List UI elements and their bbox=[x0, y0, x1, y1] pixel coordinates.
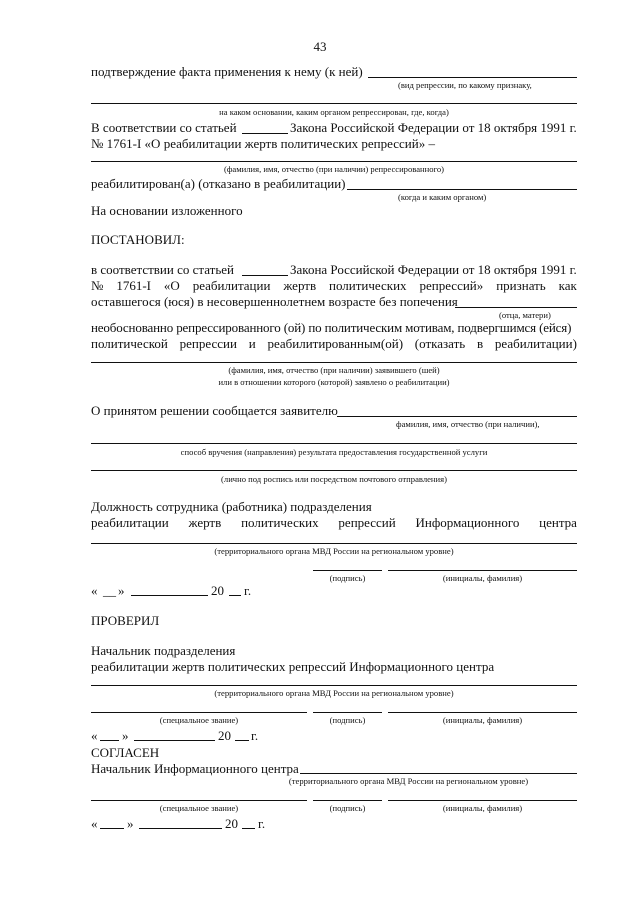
decision-line-5-word: (отказать bbox=[414, 336, 466, 351]
applicant-fio-hint-1: (фамилия, имя, отчество (при наличии) заявившего (шей) bbox=[228, 365, 440, 375]
agreed-initials-line[interactable] bbox=[388, 800, 577, 801]
basis-field-line[interactable] bbox=[91, 103, 577, 104]
agreed-date-year: 20 bbox=[225, 816, 238, 831]
checked-date-close-quote: » bbox=[122, 728, 129, 743]
agreed-signature-hint: (подпись) bbox=[329, 803, 366, 813]
decision-line-5-word: и bbox=[248, 336, 256, 351]
employee-line-2-word: реабилитации bbox=[91, 515, 169, 530]
checked-heading: ПРОВЕРИЛ bbox=[91, 613, 160, 628]
checked-initials-hint: (инициалы, фамилия) bbox=[442, 715, 523, 725]
employee-date-close-quote: » bbox=[118, 583, 125, 598]
employee-date-year: 20 bbox=[211, 583, 224, 598]
agreed-date-day-line[interactable] bbox=[100, 828, 124, 829]
decision-line-2-word: как bbox=[558, 278, 577, 293]
employee-line-2-word: политических bbox=[241, 515, 319, 530]
checked-org-hint: (территориального органа МВД России на региональном уровне) bbox=[214, 688, 454, 698]
employee-signature-line[interactable] bbox=[313, 570, 382, 571]
decision-line-4: необоснованно репрессированного (ой) по политическим мотивам, подвергшимся (ейся) bbox=[91, 320, 572, 335]
employee-position-line-2 bbox=[91, 515, 577, 531]
agreed-date-year-line[interactable] bbox=[242, 828, 255, 829]
decision-article-field-line[interactable] bbox=[242, 275, 288, 276]
checked-date-day-line[interactable] bbox=[100, 740, 119, 741]
decision-line-2-word: жертв bbox=[283, 278, 317, 293]
notification-fio-hint: фамилия, имя, отчество (при наличии), bbox=[396, 419, 540, 429]
employee-line-2-word: Информационного bbox=[415, 515, 520, 530]
agreed-heading: СОГЛАСЕН bbox=[91, 745, 160, 760]
decision-line-3: оставшегося (юся) в несовершеннолетнем возрасте без попечения bbox=[91, 294, 458, 309]
employee-initials-hint: (инициалы, фамилия) bbox=[442, 573, 523, 583]
law-reference-tail: Закона Российской Федерации от 18 октября 1991 г. bbox=[290, 120, 577, 135]
employee-date-year-line[interactable] bbox=[229, 595, 241, 596]
decision-line-2 bbox=[91, 278, 577, 294]
employee-initials-line[interactable] bbox=[388, 570, 577, 571]
decision-line-2-word: признать bbox=[496, 278, 546, 293]
applicant-fio-hint-2: или в отношении которого (которой) заявлено о реабилитации) bbox=[218, 377, 450, 387]
agreed-initials-hint: (инициалы, фамилия) bbox=[442, 803, 523, 813]
employee-signature-hint: (подпись) bbox=[329, 573, 366, 583]
agreed-date-year-suffix: г. bbox=[258, 816, 266, 831]
page-number: 43 bbox=[313, 39, 327, 54]
applicant-fio-line[interactable] bbox=[91, 362, 577, 363]
checked-signature-line[interactable] bbox=[313, 712, 382, 713]
article-field-line[interactable] bbox=[242, 133, 288, 134]
basis-statement: На основании изложенного bbox=[91, 203, 243, 218]
checked-position-line-1: Начальник подразделения bbox=[91, 643, 236, 658]
agreed-rank-hint: (специальное звание) bbox=[159, 803, 239, 813]
checked-signature-hint: (подпись) bbox=[329, 715, 366, 725]
checked-date-year-line[interactable] bbox=[235, 740, 249, 741]
employee-date-month-line[interactable] bbox=[131, 595, 208, 596]
decision-line-1-lead: в соответствии со статьей bbox=[91, 262, 234, 277]
decision-line-1-tail: Закона Российской Федерации от 18 октября 1991 г. bbox=[290, 262, 577, 277]
decision-line-2-word: «О bbox=[163, 278, 180, 293]
rehabilitation-label: реабилитирован(а) (отказано в реабилитации) bbox=[91, 176, 346, 191]
checked-initials-line[interactable] bbox=[388, 712, 577, 713]
decision-line-5 bbox=[91, 336, 577, 352]
notification-label: О принятом решении сообщается заявителю bbox=[91, 403, 338, 418]
law-reference-line-2: № 1761-I «О реабилитации жертв политических репрессий» – bbox=[91, 136, 435, 151]
agreed-signature-line[interactable] bbox=[313, 800, 382, 801]
parents-field-hint: (отца, матери) bbox=[499, 310, 551, 320]
agreed-date-month-line[interactable] bbox=[139, 828, 222, 829]
checked-date-open-quote: « bbox=[91, 728, 98, 743]
checked-rank-hint: (специальное звание) bbox=[159, 715, 239, 725]
delivery-mode-hint: (лично под роспись или посредством почтового отправления) bbox=[221, 474, 447, 484]
fact-confirmation-label: подтверждение факта применения к нему (к ней) bbox=[91, 64, 363, 79]
agreed-rank-line[interactable] bbox=[91, 800, 307, 801]
employee-line-2-word: центра bbox=[539, 515, 577, 530]
agreed-date-open-quote: « bbox=[91, 816, 98, 831]
decision-line-5-word: в bbox=[476, 336, 484, 351]
parents-field-line[interactable] bbox=[455, 307, 577, 308]
rehabilitation-field-line[interactable] bbox=[347, 189, 577, 190]
decision-line-5-word: реабилитированным(ой) bbox=[267, 336, 404, 351]
employee-date-open-quote: « bbox=[91, 583, 98, 598]
checked-rank-line[interactable] bbox=[91, 712, 307, 713]
fact-field-hint: (вид репрессии, по какому признаку, bbox=[398, 80, 532, 90]
employee-position-label: Должность сотрудника (работника) подразделения bbox=[91, 499, 372, 514]
decision-line-2-word: 1761-I bbox=[116, 278, 151, 293]
employee-org-line[interactable] bbox=[91, 543, 577, 544]
decision-line-5-word: политической bbox=[91, 336, 168, 351]
employee-line-2-word: жертв bbox=[188, 515, 222, 530]
checked-org-line[interactable] bbox=[91, 685, 577, 686]
agreed-position-line: Начальник Информационного центра bbox=[91, 761, 299, 776]
repressed-fio-line[interactable] bbox=[91, 161, 577, 162]
fact-field-line[interactable] bbox=[368, 77, 577, 78]
employee-date-day[interactable]: __ bbox=[103, 583, 116, 598]
repressed-fio-hint: (фамилия, имя, отчество (при наличии) репрессированного) bbox=[223, 164, 444, 174]
employee-line-2-word: репрессий bbox=[338, 515, 396, 530]
employee-org-hint: (территориального органа МВД России на региональном уровне) bbox=[214, 546, 454, 556]
decision-line-2-word: реабилитации bbox=[192, 278, 271, 293]
agreed-org-line[interactable] bbox=[300, 773, 577, 774]
checked-position-line-2: реабилитации жертв политических репрессий Информационного центра bbox=[91, 659, 495, 674]
notification-field-line[interactable] bbox=[337, 416, 577, 417]
checked-date-month-line[interactable] bbox=[134, 740, 215, 741]
employee-date-year-suffix: г. bbox=[244, 583, 252, 598]
law-reference-lead: В соответствии со статьей bbox=[91, 120, 237, 135]
decision-line-5-word: репрессии bbox=[179, 336, 237, 351]
checked-date-year-suffix: г. bbox=[251, 728, 259, 743]
agreed-date-close-quote: » bbox=[127, 816, 134, 831]
decision-line-5-word: реабилитации) bbox=[494, 336, 577, 351]
decision-line-2-word: репрессий» bbox=[419, 278, 484, 293]
decision-line-2-word: № bbox=[91, 278, 104, 293]
agreed-org-hint: (территориального органа МВД России на региональном уровне) bbox=[288, 776, 529, 786]
decision-line-2-word: политических bbox=[329, 278, 407, 293]
delivery-method-line[interactable] bbox=[91, 443, 577, 444]
basis-field-hint: на каком основании, каким органом репрессирован, где, когда) bbox=[219, 107, 449, 117]
checked-date-year: 20 bbox=[218, 728, 231, 743]
rehabilitation-field-hint: (когда и каким органом) bbox=[398, 192, 487, 202]
delivery-method-hint: способ вручения (направления) результата предоставления государственной услуги bbox=[180, 447, 488, 457]
delivery-mode-line[interactable] bbox=[91, 470, 577, 471]
decision-heading: ПОСТАНОВИЛ: bbox=[91, 232, 185, 247]
